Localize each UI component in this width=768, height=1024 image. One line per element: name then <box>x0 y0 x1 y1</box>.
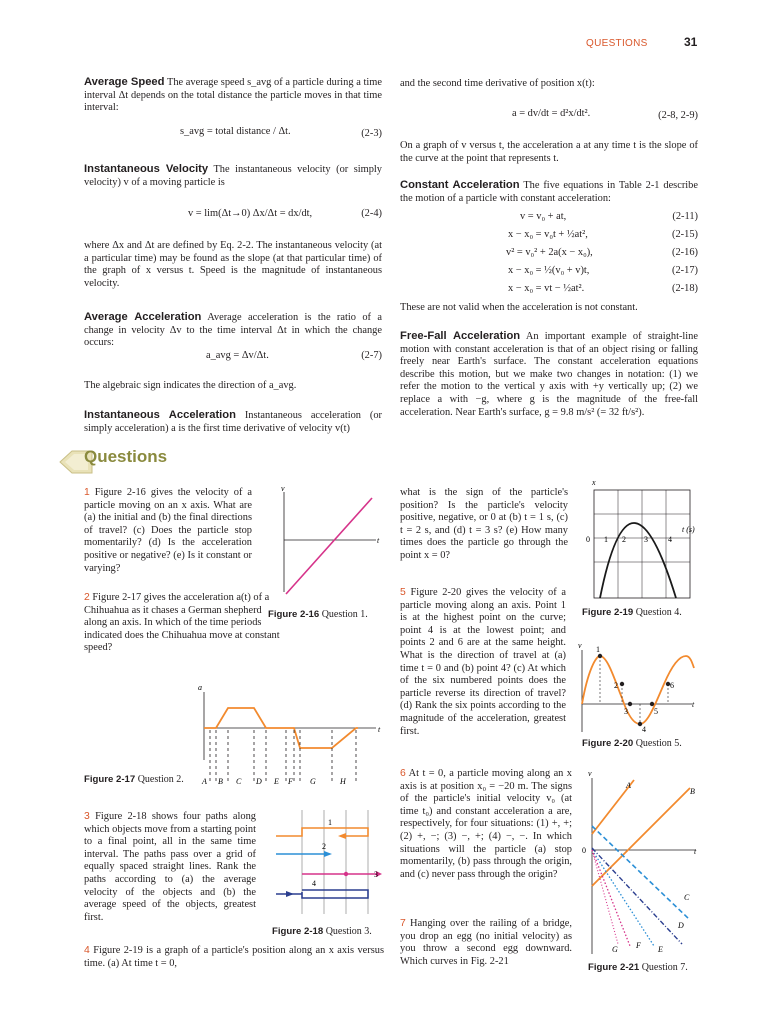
kinematic-eq-1: v = v₀ + at, <box>520 211 567 222</box>
const-acc-text: The five equations in Table 2-1 describe the motion of a particle with constant acceleration: <box>400 180 698 204</box>
question-1-number: 1 <box>84 487 90 498</box>
question-6-number: 6 <box>400 768 406 779</box>
question-4-number: 4 <box>84 945 90 956</box>
fig20-v-label: v <box>578 641 582 650</box>
fig18-path-4 <box>302 890 368 898</box>
caption-2-19-text: Question 4. <box>635 607 682 618</box>
fig21-v-label: v <box>588 769 592 778</box>
caption-2-21-text: Question 7. <box>641 962 688 973</box>
kinematic-eq-num-3: (2-16) <box>672 247 698 258</box>
fig20-point-3: 3 <box>624 707 628 716</box>
fig20-point-6: 6 <box>670 681 674 690</box>
caption-2-16-label: Figure 2-16 <box>268 609 320 620</box>
eq-number-2-7: (2-7) <box>361 350 382 361</box>
question-5-text: Figure 2-20 gives the velocity of a particle moving along an axis. Point 1 is at the highest point on the curve; point 4 is at the lowest point; and points 2 and 6 are at the same height. What is the direction of travel at (a) time t = 0 and (b) point 4? (c) At which of the six numbered points does the particle reverse its direction of travel? (d) Rank the six points according to the magnitude of the acceleration, greatest first. <box>400 587 566 737</box>
fig21-curve-E <box>592 850 654 946</box>
free-fall-text: An important example of straight-line motion with constant acceleration is that of an object rising or falling freely near Earth's surface. The constant acceleration equations describe this motion, but we make two changes in notation: (1) we refer the motion to the vertical y axis with +y vertically up; (2) we replace a with −g, where g is the magnitude of the free-fall acceleration. Near Earth's surface, g = 9.8 m/s² (= 32 ft/s²). <box>400 331 698 418</box>
caption-2-16-text: Question 1. <box>321 609 368 620</box>
fig17-seg-E: E <box>274 777 279 786</box>
avg-acc-equation: a_avg = Δv/Δt. <box>206 350 269 361</box>
inst-velocity-text-2: where Δx and Δt are defined by Eq. 2-2. The instantaneous velocity (at a particular time) may be found as the slope (at that particular time) of the graph of x versus t. Speed is the magnitude of instantaneous velocity. <box>84 240 382 289</box>
caption-2-20-text: Question 5. <box>635 738 682 749</box>
running-header-section: QUESTIONS <box>586 38 648 49</box>
free-fall-paragraph <box>400 330 698 419</box>
avg-speed-heading: Average Speed <box>84 76 165 88</box>
caption-2-17-text: Question 2. <box>137 774 184 785</box>
fig19-tick-1: 1 <box>604 535 608 544</box>
avg-acc-text: Average acceleration is the ratio of a change in velocity Δv to the time interval Δt in which the change occurs: <box>84 312 382 349</box>
fig19-tick-0: 0 <box>586 535 590 544</box>
fig21-curve-C <box>592 826 690 920</box>
fig17-seg-D: D <box>256 777 262 786</box>
fig18-label-3: 3 <box>374 870 378 879</box>
fig21-origin: 0 <box>582 846 586 855</box>
fig21-label-E: E <box>658 945 663 954</box>
question-4 <box>84 945 384 970</box>
inst-acc-text: Instantaneous acceleration (or simply acceleration) a is the first time derivative of velocity v(t) <box>84 410 382 434</box>
fig21-label-C: C <box>684 893 690 902</box>
caption-2-17 <box>84 774 184 787</box>
second-derivative-intro: and the second time derivative of position x(t): <box>400 78 595 89</box>
inst-velocity-text: The instantaneous velocity (or simply velocity) v of a moving particle is <box>84 164 383 188</box>
caption-2-21-label: Figure 2-21 <box>588 962 640 973</box>
slope-text: On a graph of v versus t, the acceleration a at any time t is the slope of the curve at the point that represents t. <box>400 140 698 164</box>
question-3-text: Figure 2-18 shows four paths along which objects move from a starting point to a final point, all in the same time interval. The paths pass over a grid of equally spaced straight lines. Rank the paths according to (a) the average velocity of the objects and (b) the average speed of the objects, greatest first. <box>84 811 256 923</box>
caption-2-18 <box>272 926 372 939</box>
fig21-t-label: t <box>694 847 697 856</box>
inst-velocity-equation: v = lim(Δt→0) Δx/Δt = dx/dt, <box>188 208 313 219</box>
question-1-text: Figure 2-16 gives the velocity of a particle moving on an x axis. What are (a) the initial and (b) the final directions of travel? (c) Does the particle stop momentarily? (d) Is the acceleration positive or negative? (e) Is it constant or varying? <box>84 487 252 574</box>
kinematic-eq-3: v² = v₀² + 2a(x − x₀), <box>506 247 593 258</box>
question-7-number: 7 <box>400 918 406 929</box>
fig19-tick-4: 4 <box>668 535 672 544</box>
fig17-seg-H: H <box>340 777 346 786</box>
fig18-label-2: 2 <box>322 842 326 851</box>
fig21-label-A: A <box>626 781 631 790</box>
eq-number-2-3: (2-3) <box>361 128 382 139</box>
question-2 <box>84 592 284 655</box>
caption-2-20 <box>582 738 682 751</box>
caption-2-17-label: Figure 2-17 <box>84 774 136 785</box>
question-5 <box>400 587 566 738</box>
caption-2-20-label: Figure 2-20 <box>582 738 634 749</box>
question-2-number: 2 <box>84 592 90 603</box>
kinematic-eq-2: x − x₀ = v₀t + ½at², <box>508 229 588 240</box>
fig20-t-label: t <box>692 700 695 709</box>
inst-velocity-heading: Instantaneous Velocity <box>84 163 209 175</box>
inst-velocity-paragraph <box>84 163 382 189</box>
figure-2-20 <box>574 640 698 734</box>
question-7 <box>400 918 572 968</box>
const-acc-paragraph <box>400 179 698 205</box>
acceleration-equation: a = dv/dt = d²x/dt². <box>512 108 591 119</box>
question-4-text: Figure 2-19 is a graph of a particle's position along an x axis versus time. (a) At time t = 0, <box>84 945 384 969</box>
question-3 <box>84 811 256 924</box>
question-7-text: Hanging over the railing of a bridge, you drop an egg (no initial velocity) as you throw a second egg downward. Which curves in Fig. 2-21 <box>400 918 572 967</box>
fig18-label-1: 1 <box>328 818 332 827</box>
fig21-label-D: D <box>678 921 684 930</box>
fig20-velocity-curve <box>582 656 694 724</box>
fig21-curve-F <box>592 850 630 946</box>
fig19-position-curve <box>600 523 676 598</box>
figure-2-17 <box>196 684 386 794</box>
questions-title: Questions <box>84 447 168 466</box>
fig20-point-1: 1 <box>596 645 600 654</box>
fig16-v-label: v <box>281 484 285 493</box>
fig21-curve-D <box>592 848 682 944</box>
avg-acc-paragraph <box>84 311 382 350</box>
caption-2-19 <box>582 607 682 620</box>
page-number: 31 <box>684 35 698 49</box>
figure-2-16 <box>268 482 384 602</box>
const-acc-heading: Constant Acceleration <box>400 179 520 191</box>
question-3-number: 3 <box>84 811 90 822</box>
kinematic-eq-num-5: (2-18) <box>672 283 698 294</box>
avg-acc-heading: Average Acceleration <box>84 311 202 323</box>
fig20-point-4: 4 <box>642 725 646 734</box>
kinematic-eq-num-2: (2-15) <box>672 229 698 240</box>
avg-speed-equation: s_avg = total distance / Δt. <box>180 126 291 137</box>
fig17-seg-F: F <box>288 777 293 786</box>
fig17-t-label: t <box>378 725 381 734</box>
fig17-seg-C: C <box>236 777 242 786</box>
fig17-seg-G: G <box>310 777 316 786</box>
fig17-seg-A: A <box>202 777 207 786</box>
kinematic-eq-num-1: (2-11) <box>672 211 698 222</box>
fig19-x-label: x <box>592 478 596 487</box>
question-6 <box>400 768 572 881</box>
fig16-velocity-line <box>286 498 372 594</box>
kinematic-equations <box>498 211 698 301</box>
fig21-label-B: B <box>690 787 695 796</box>
fig20-point-5: 5 <box>654 707 658 716</box>
kinematic-eq-num-4: (2-17) <box>672 265 698 276</box>
fig19-tick-3: 3 <box>644 535 648 544</box>
inst-acc-paragraph <box>84 409 382 435</box>
caption-2-18-label: Figure 2-18 <box>272 926 324 937</box>
eq-number-2-8-2-9: (2-8, 2-9) <box>658 110 698 121</box>
kinematic-eq-4: x − x₀ = ½(v₀ + v)t, <box>508 265 590 276</box>
avg-speed-paragraph <box>84 76 382 115</box>
fig18-path-1 <box>276 828 368 836</box>
fig19-t-label: t (s) <box>682 525 695 534</box>
caption-2-19-label: Figure 2-19 <box>582 607 634 618</box>
kinematic-eq-5: x − x₀ = vt − ½at². <box>508 283 585 294</box>
fig17-a-label: a <box>198 684 202 692</box>
question-4-continued: what is the sign of the particle's position? Is the particle's velocity positive, negative, or 0 at (b) t = 1 s, (c) t = 2 s, and (d) t = 3 s? (e) How many times does the particle go through the point x = 0? <box>400 487 568 561</box>
fig21-curve-B <box>592 788 690 886</box>
caption-2-18-text: Question 3. <box>325 926 372 937</box>
question-1 <box>84 487 252 575</box>
fig18-label-4: 4 <box>312 879 316 888</box>
fig17-seg-B: B <box>218 777 223 786</box>
eq-number-2-4: (2-4) <box>361 208 382 219</box>
fig16-t-label: t <box>377 536 380 545</box>
question-5-number: 5 <box>400 587 406 598</box>
caption-2-21 <box>588 962 688 975</box>
fig21-label-G: G <box>612 945 618 954</box>
figure-2-19 <box>578 476 700 602</box>
figure-2-21 <box>578 768 700 958</box>
free-fall-heading: Free-Fall Acceleration <box>400 330 521 342</box>
fig20-point-2: 2 <box>614 681 618 690</box>
not-valid-text: These are not valid when the acceleration is not constant. <box>400 302 638 313</box>
figure-2-18 <box>272 806 384 918</box>
question-2-text: Figure 2-17 gives the acceleration a(t) of a Chihuahua as it chases a German shepherd along an axis. In which of the time periods indicated does the Chihuahua move at constant speed? <box>84 592 280 654</box>
avg-speed-text: The average speed s_avg of a particle during a time interval Δt depends on the total distance the particle moves in that time interval: <box>84 77 382 114</box>
fig21-label-F: F <box>636 941 641 950</box>
inst-acc-heading: Instantaneous Acceleration <box>84 409 236 421</box>
fig19-tick-2: 2 <box>622 535 626 544</box>
question-6-text: At t = 0, a particle moving along an x axis is at position x₀ = −20 m. The signs of the particle's initial velocity v₀ (at time t₀) and constant acceleration a are, respectively, for four situations: (1) +, +; (2) +, −; (3) −, +; (4) −, −. In which situations will the particle (a) stop momentarily, (b) pass through the origin, and (c) never pass through the origin? <box>400 768 572 880</box>
avg-acc-text-2: The algebraic sign indicates the direction of a_avg. <box>84 380 297 391</box>
